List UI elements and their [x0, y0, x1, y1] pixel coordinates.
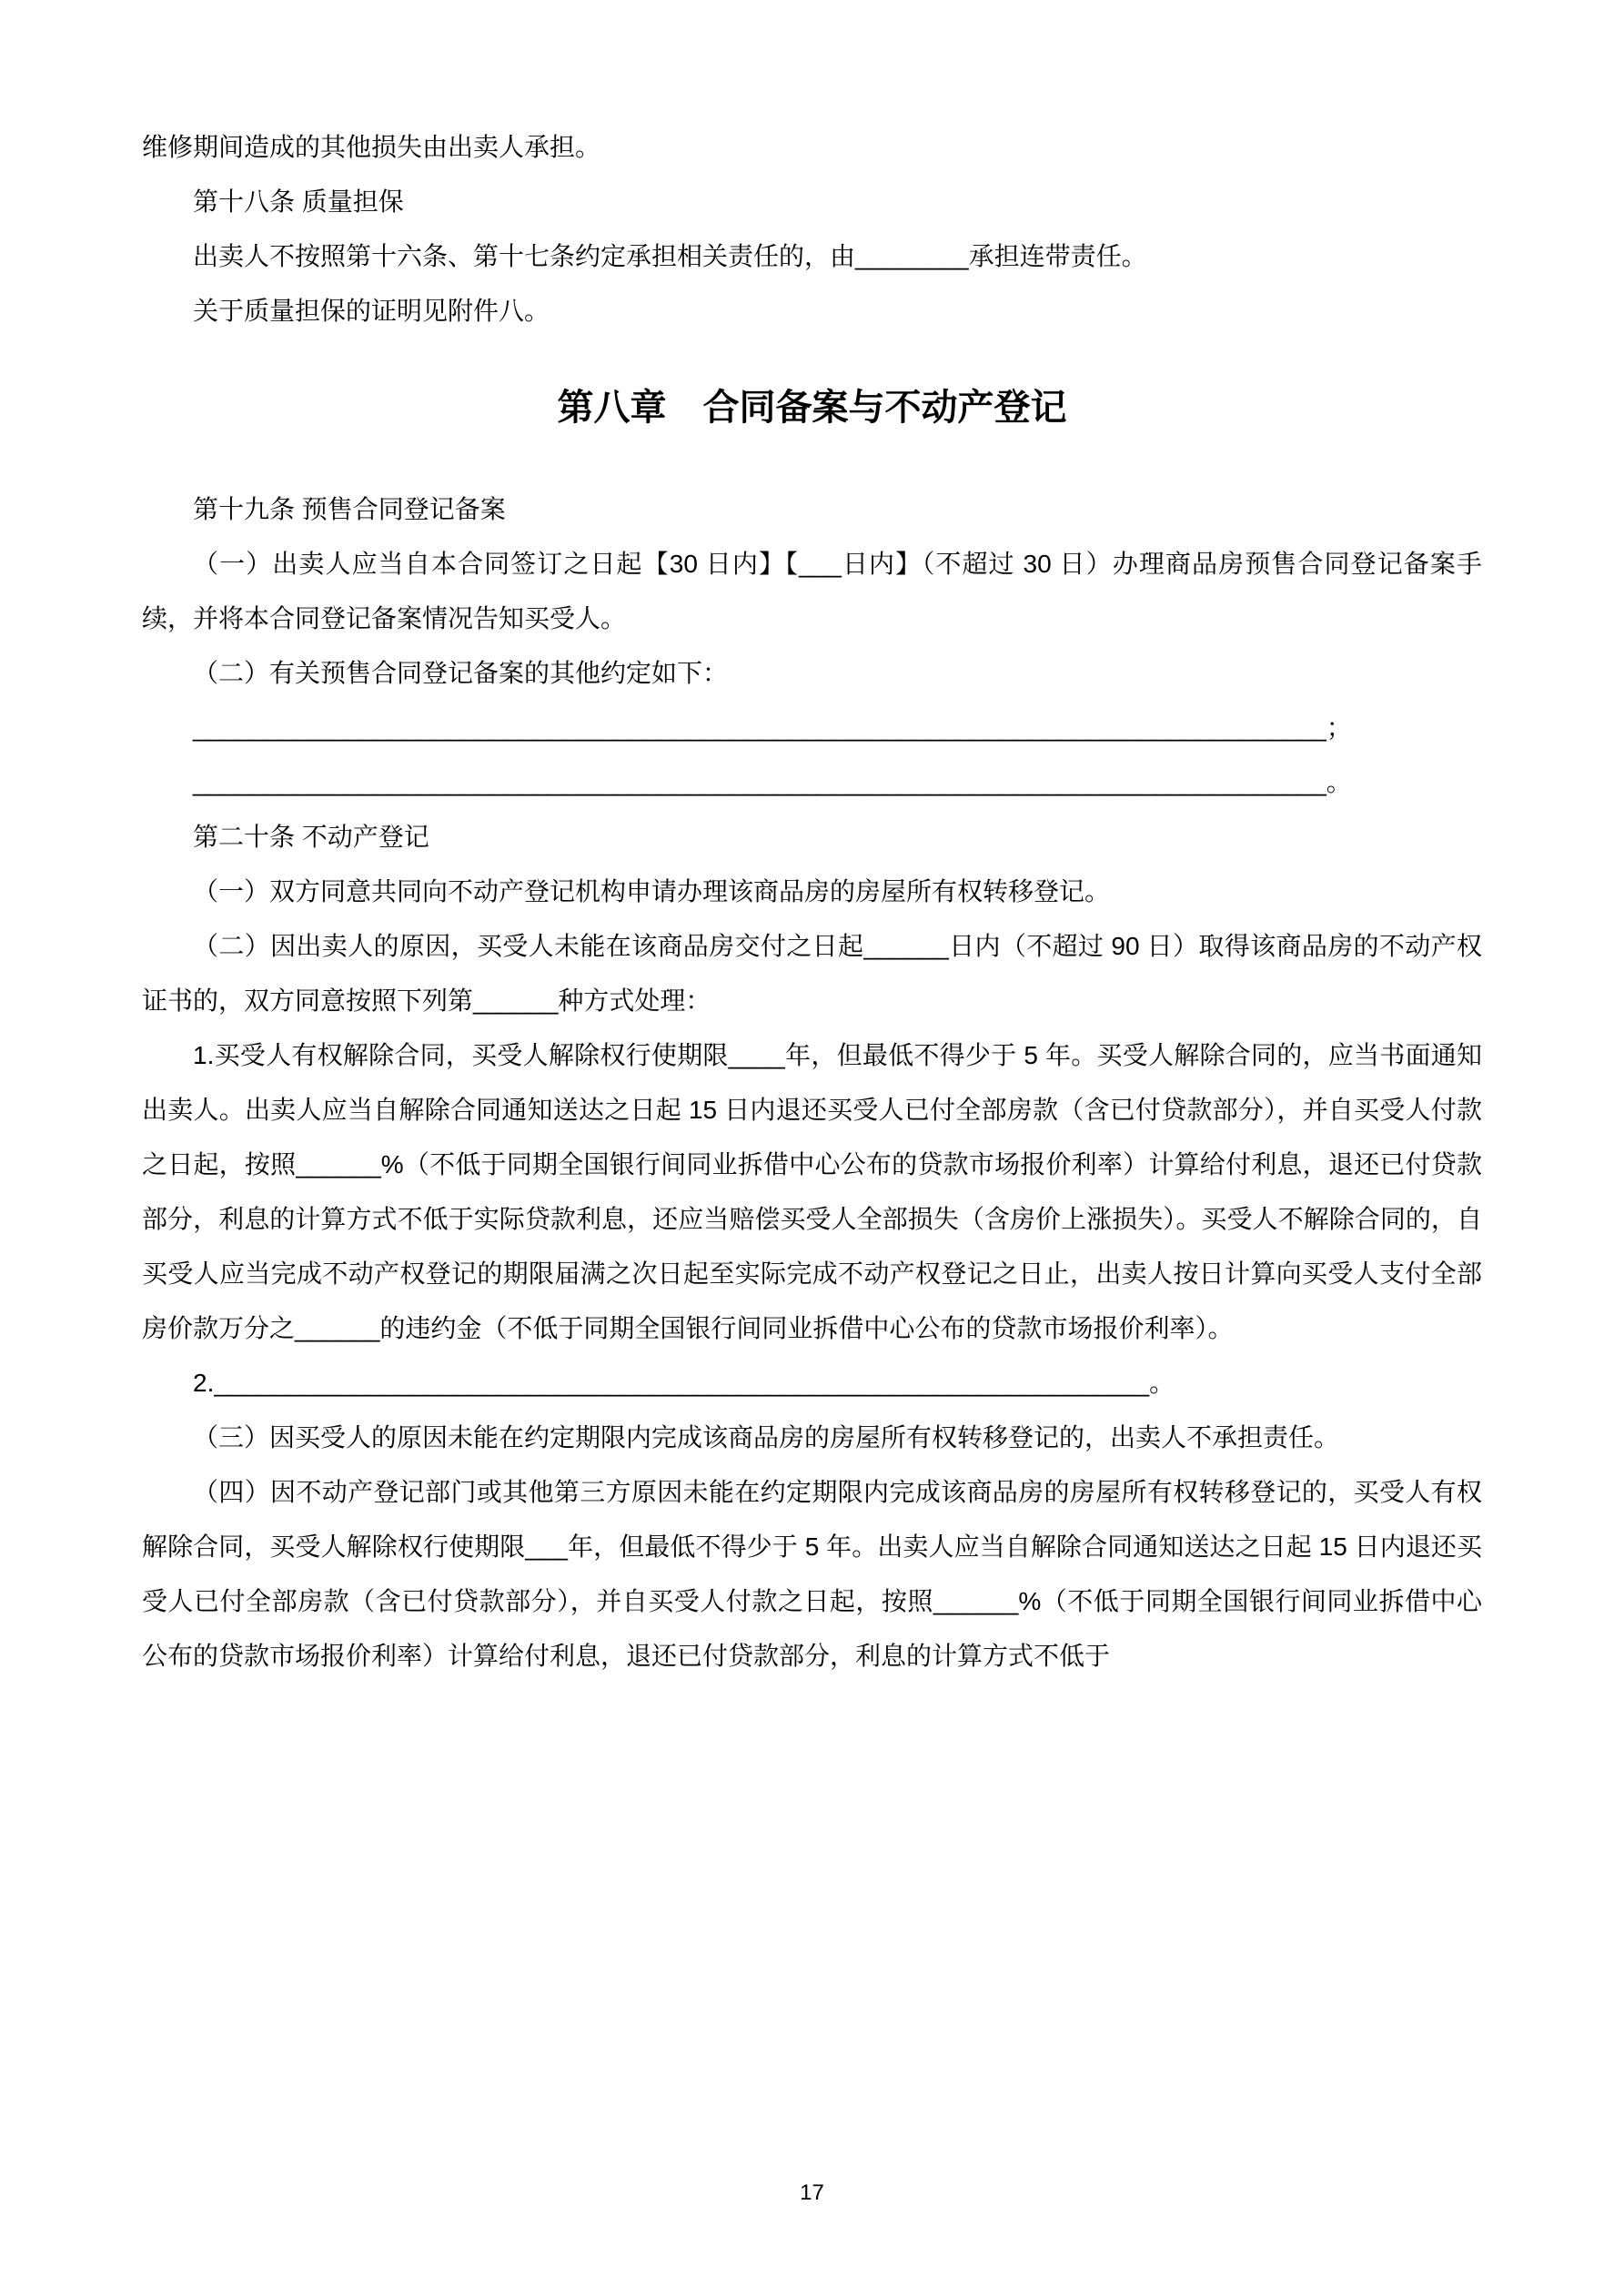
article-20-title: 第二十条 不动产登记	[193, 823, 429, 851]
article-20-option-1: 1.买受人有权解除合同，买受人解除权行使期限____年，但最低不得少于 5 年。买受人解除合同的，应当书面通知出卖人。出卖人应当自解除合同通知送达之日起 15 日内退还买受人已付全部房款（含已付贷款部分），并自买受人付款之日起，按照______%（不低于同期全国银行间同业拆借中心公布的贷款市场报价利率）计算给付利息，退还已付贷款部分，利息的计算方式不低于实际贷款利息，还应当赔偿买受人全部损失（含房价上涨损失）。买受人不解除合同的，自买受人应当完成不动产权登记的期限届满之次日起至实际完成不动产权登记之日止，出卖人按日计算向买受人支付全部房价款万分之______的违约金（不低于同期全国银行间同业拆借中心公布的贷款市场报价利率）。	[142, 1041, 1482, 1342]
blank-line-2: ________________________________________________________________________________。	[193, 768, 1352, 796]
page-number: 17	[800, 2180, 824, 2205]
blank-line-1: ________________________________________________________________________________；	[193, 713, 1352, 742]
article-20-item-1: （一）双方同意共同向不动产登记机构申请办理该商品房的房屋所有权转移登记。	[193, 877, 1111, 905]
contract-body	[142, 120, 1482, 1684]
article-19-item-1: （一）出卖人应当自本合同签订之日起【30 日内】【___日内】（不超过 30 日）办理商品房预售合同登记备案手续，并将本合同登记备案情况告知买受人。	[142, 550, 1482, 632]
article-20-item-4: （四）因不动产登记部门或其他第三方原因未能在约定期限内完成该商品房的房屋所有权转移登记的，买受人有权解除合同，买受人解除权行使期限___年，但最低不得少于 5 年。出卖人应当自解除合同通知送达之日起 15 日内退还买受人已付全部房款（含已付贷款部分），并自买受人付款之日起，按照______%（不低于同期全国银行间同业拆借中心公布的贷款市场报价利率）计算给付利息，退还已付贷款部分，利息的计算方式不低于	[142, 1478, 1482, 1670]
article-19-title: 第十九条 预售合同登记备案	[193, 495, 506, 523]
article-20-item-3: （三）因买受人的原因未能在约定期限内完成该商品房的房屋所有权转移登记的，出卖人不承担责任。	[193, 1423, 1340, 1451]
paragraph-maintenance-loss: 维修期间造成的其他损失由出卖人承担。	[142, 133, 601, 161]
article-20-option-2-blank: 2.__________________________________________________________________。	[193, 1369, 1175, 1397]
chapter-8-heading: 第八章 合同备案与不动产登记	[557, 388, 1067, 428]
article-18-clause-liability: 出卖人不按照第十六条、第十七条约定承担相关责任的，由________承担连带责任。	[193, 242, 1147, 270]
article-19-item-2: （二）有关预售合同登记备案的其他约定如下：	[193, 659, 729, 687]
article-18-annex-note: 关于质量担保的证明见附件八。	[193, 297, 550, 325]
article-18-title: 第十八条 质量担保	[193, 187, 404, 216]
article-20-item-2: （二）因出卖人的原因，买受人未能在该商品房交付之日起______日内（不超过 90 日）取得该商品房的不动产权证书的，双方同意按照下列第______种方式处理：	[142, 932, 1482, 1015]
